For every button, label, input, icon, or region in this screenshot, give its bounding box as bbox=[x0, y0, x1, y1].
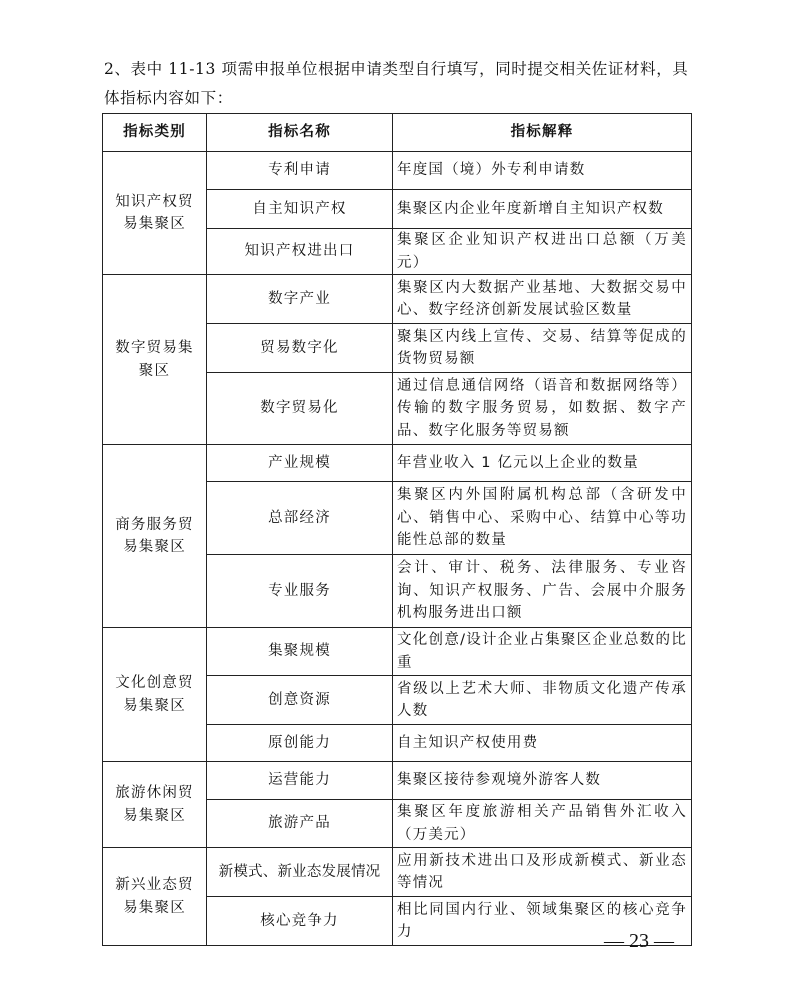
table-row bbox=[103, 628, 692, 676]
indicator-definition: 聚集区内线上宣传、交易、结算等促成的货物贸易额 bbox=[393, 324, 692, 373]
header-definition: 指标解释 bbox=[393, 114, 692, 152]
table-row bbox=[103, 848, 692, 897]
table-row bbox=[103, 275, 692, 324]
intro-paragraph: 2、表中 11-13 项需申报单位根据申请类型自行填写，同时提交相关佐证材料，具体指标内容如下： bbox=[104, 60, 689, 107]
indicator-name: 自主知识产权 bbox=[207, 190, 393, 229]
indicator-name: 数字贸易化 bbox=[207, 373, 393, 445]
indicator-name: 核心竞争力 bbox=[207, 897, 393, 946]
indicator-definition: 会计、审计、税务、法律服务、专业咨询、知识产权服务、广告、会展中介服务机构服务进出口额 bbox=[393, 555, 692, 628]
header-category: 指标类别 bbox=[103, 114, 207, 152]
category-cell: 新兴业态贸易集聚区 bbox=[103, 848, 207, 946]
indicator-name: 集聚规模 bbox=[207, 628, 393, 676]
indicator-name: 数字产业 bbox=[207, 275, 393, 324]
indicator-definition: 集聚区接待参观境外游客人数 bbox=[393, 762, 692, 800]
indicator-definition: 集聚区年度旅游相关产品销售外汇收入（万美元） bbox=[393, 800, 692, 848]
table-row bbox=[103, 762, 692, 800]
category-cell: 旅游休闲贸易集聚区 bbox=[103, 762, 207, 848]
indicator-definition: 应用新技术进出口及形成新模式、新业态等情况 bbox=[393, 848, 692, 897]
indicator-definition: 通过信息通信网络（语音和数据网络等）传输的数字服务贸易，如数据、数字产品、数字化服务等贸易额 bbox=[393, 373, 692, 445]
indicator-definition: 相比同国内行业、领域集聚区的核心竞争力 bbox=[393, 897, 692, 946]
table-row bbox=[103, 445, 692, 482]
indicator-definition: 集聚区内企业年度新增自主知识产权数 bbox=[393, 190, 692, 229]
indicator-definition: 文化创意/设计企业占集聚区企业总数的比重 bbox=[393, 628, 692, 676]
header-name: 指标名称 bbox=[207, 114, 393, 152]
page-number: — 23 — bbox=[604, 930, 674, 952]
indicator-definition: 自主知识产权使用费 bbox=[393, 725, 692, 762]
indicator-name: 专业服务 bbox=[207, 555, 393, 628]
indicator-name: 总部经济 bbox=[207, 482, 393, 555]
indicator-name: 知识产权进出口 bbox=[207, 229, 393, 275]
indicator-definition: 集聚区内大数据产业基地、大数据交易中心、数字经济创新发展试验区数量 bbox=[393, 275, 692, 324]
indicator-name: 贸易数字化 bbox=[207, 324, 393, 373]
category-cell: 文化创意贸易集聚区 bbox=[103, 628, 207, 762]
indicator-name: 产业规模 bbox=[207, 445, 393, 482]
indicator-table bbox=[102, 113, 692, 946]
indicator-name: 新模式、新业态发展情况 bbox=[207, 848, 393, 897]
table-row bbox=[103, 152, 692, 190]
category-cell: 数字贸易集聚区 bbox=[103, 275, 207, 445]
indicator-definition: 集聚区企业知识产权进出口总额（万美元） bbox=[393, 229, 692, 275]
indicator-name: 原创能力 bbox=[207, 725, 393, 762]
indicator-name: 专利申请 bbox=[207, 152, 393, 190]
indicator-definition: 年度国（境）外专利申请数 bbox=[393, 152, 692, 190]
table-header-row bbox=[103, 114, 692, 152]
category-cell: 商务服务贸易集聚区 bbox=[103, 445, 207, 628]
indicator-name: 运营能力 bbox=[207, 762, 393, 800]
indicator-name: 旅游产品 bbox=[207, 800, 393, 848]
indicator-name: 创意资源 bbox=[207, 676, 393, 725]
category-cell: 知识产权贸易集聚区 bbox=[103, 152, 207, 275]
indicator-definition: 年营业收入 1 亿元以上企业的数量 bbox=[393, 445, 692, 482]
indicator-definition: 集聚区内外国附属机构总部（含研发中心、销售中心、采购中心、结算中心等功能性总部的数量 bbox=[393, 482, 692, 555]
indicator-definition: 省级以上艺术大师、非物质文化遗产传承人数 bbox=[393, 676, 692, 725]
